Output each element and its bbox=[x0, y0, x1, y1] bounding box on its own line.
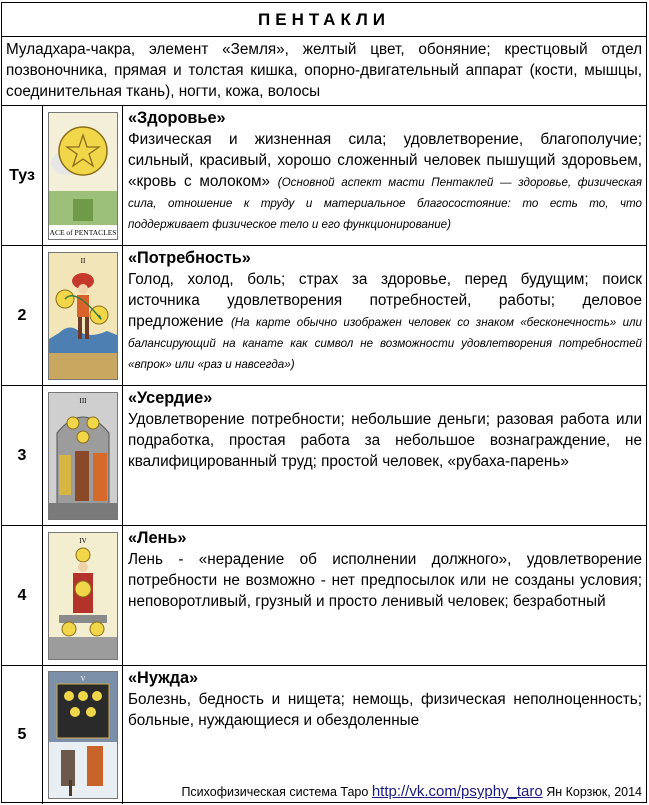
row-heading: «Нужда» bbox=[128, 669, 199, 687]
row-text-main: Лень - «нерадение об исполнении должного», удовлетворение потребности не возможно - нет предпосылок или не созданы условия; неповоротливый, грузный и просто ленивый человек; безработный bbox=[128, 551, 642, 610]
intro-text: Муладхара-чакра, элемент «Земля», желтый цвет, обоняние; крестцовый отдел позвоночника, прямая и толстая кишка, опорно-двигательный аппарат (кости, мышцы, соединительная ткань), ногти, кожа, волосы bbox=[2, 37, 646, 106]
ace-of-pentacles-card-image bbox=[48, 112, 118, 240]
page-title: ПЕНТАКЛИ bbox=[258, 9, 390, 29]
row-note: (Основной аспект масти Пентаклей — здоровье, физическая сила, отношение к труду и материальное благосостояние: то есть то, что поддерживает физическое тело и его функционирование) bbox=[128, 176, 643, 231]
card-caption: IV bbox=[78, 536, 87, 545]
footer-author: Ян Корзюк, 2014 bbox=[546, 785, 642, 799]
table-row-5 bbox=[2, 666, 646, 804]
three-of-pentacles-card-image bbox=[48, 392, 118, 520]
row-number: Туз bbox=[2, 106, 43, 245]
footer-link[interactable]: http://vk.com/psyphy_taro bbox=[371, 783, 543, 800]
table-row-4 bbox=[2, 526, 646, 666]
row-number: 3 bbox=[2, 386, 43, 525]
card-caption: III bbox=[79, 396, 86, 405]
card-cell bbox=[43, 526, 123, 665]
card-cell bbox=[43, 386, 123, 525]
row-text-main: Голод, холод, боль; страх за здоровье, перед будущим; поиск источника удовлетворения потребностей, работы; деловое предложение bbox=[128, 271, 642, 330]
table-row-2 bbox=[2, 246, 646, 386]
row-heading: «Потребность» bbox=[128, 249, 251, 267]
card-cell bbox=[43, 246, 123, 385]
footer-credits bbox=[181, 783, 642, 800]
row-text-main: Физическая и жизненная сила; удовлетворение, благополучие; сильный, красивый, хорошо сложенный человек пышущий здоровьем, «кровь с молоком» bbox=[128, 131, 642, 190]
row-description bbox=[123, 386, 646, 525]
card-caption: V bbox=[79, 675, 86, 683]
table-row-3 bbox=[2, 386, 646, 526]
row-text bbox=[128, 549, 642, 612]
row-number: 2 bbox=[2, 246, 43, 385]
row-heading: «Лень» bbox=[128, 529, 187, 547]
row-number: 5 bbox=[2, 666, 43, 804]
row-description bbox=[123, 246, 646, 385]
card-caption: II bbox=[80, 256, 85, 265]
row-text bbox=[128, 129, 642, 234]
card-cell bbox=[43, 106, 123, 245]
row-text-main: Болезнь, бедность и нищета; немощь, физическая неполноценность; больные, нуждающиеся и обездоленные bbox=[128, 691, 642, 729]
two-of-pentacles-card-image bbox=[48, 252, 118, 380]
row-number: 4 bbox=[2, 526, 43, 665]
title-row bbox=[2, 3, 646, 37]
tarot-table bbox=[1, 2, 647, 803]
row-text-main: Удовлетворение потребности; небольшие деньги; разовая работа или подработка, простая работа за небольшое вознаграждение, не квалифицированный труд; простой человек, «рубаха-парень» bbox=[128, 411, 642, 470]
card-caption: ACE of PENTACLES bbox=[49, 227, 116, 237]
row-text bbox=[128, 409, 642, 472]
card-cell bbox=[43, 666, 123, 804]
four-of-pentacles-card-image bbox=[48, 532, 118, 660]
row-text bbox=[128, 689, 642, 731]
table-row-ace bbox=[2, 106, 646, 246]
row-description bbox=[123, 666, 646, 804]
footer-prefix: Психофизическая система Таро bbox=[181, 785, 369, 799]
row-heading: «Здоровье» bbox=[128, 109, 226, 127]
row-description bbox=[123, 526, 646, 665]
five-of-pentacles-card-image bbox=[48, 671, 118, 799]
row-description bbox=[123, 106, 646, 245]
row-text bbox=[128, 269, 642, 374]
row-heading: «Усердие» bbox=[128, 389, 213, 407]
row-note: (На карте обычно изображен человек со знаком «бесконечность» или балансирующий на канате как символ не возможности удовлетворения потребностей «впрок» или «раз и навсегда») bbox=[128, 316, 643, 371]
